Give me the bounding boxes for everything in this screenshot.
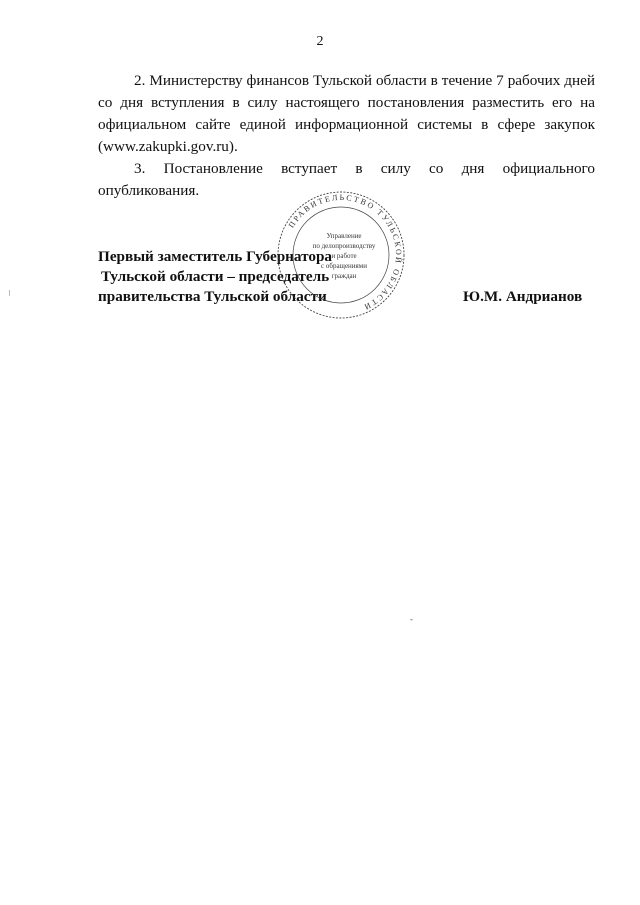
stray-mark: - — [410, 614, 413, 624]
stamp-line-1: Управление — [326, 232, 362, 240]
margin-dot — [9, 290, 10, 296]
stamp-line-2: по делопроизводству — [312, 242, 376, 250]
stamp-line-3: и работе — [331, 252, 357, 260]
stamp-line-5: граждан — [331, 272, 357, 280]
official-stamp — [266, 190, 416, 320]
signatory-title-line-1: Первый заместитель Губернатора — [98, 248, 332, 265]
stamp-ring-text: ПРАВИТЕЛЬСТВО ТУЛЬСКОЙ ОБЛАСТИ — [286, 192, 404, 313]
signatory-title-line-3: правительства Тульской области — [98, 288, 327, 305]
paragraph-3: 3. Постановление вступает в силу со дня официального опубликования. — [98, 160, 595, 199]
signatory-name: Ю.М. Андрианов — [463, 288, 583, 305]
signatory-title-line-2: Тульской области – председатель — [101, 268, 330, 285]
stamp-line-4: с обращениями — [321, 262, 367, 270]
paragraph-2: 2. Министерству финансов Тульской области в течение 7 рабочих дней со дня вступления в силу настоящего постановления разместить его на официальном сайте единой информационной системы в сфере закупок (www.zakupki.gov.ru). — [98, 72, 595, 155]
page-number: 2 — [316, 34, 324, 49]
